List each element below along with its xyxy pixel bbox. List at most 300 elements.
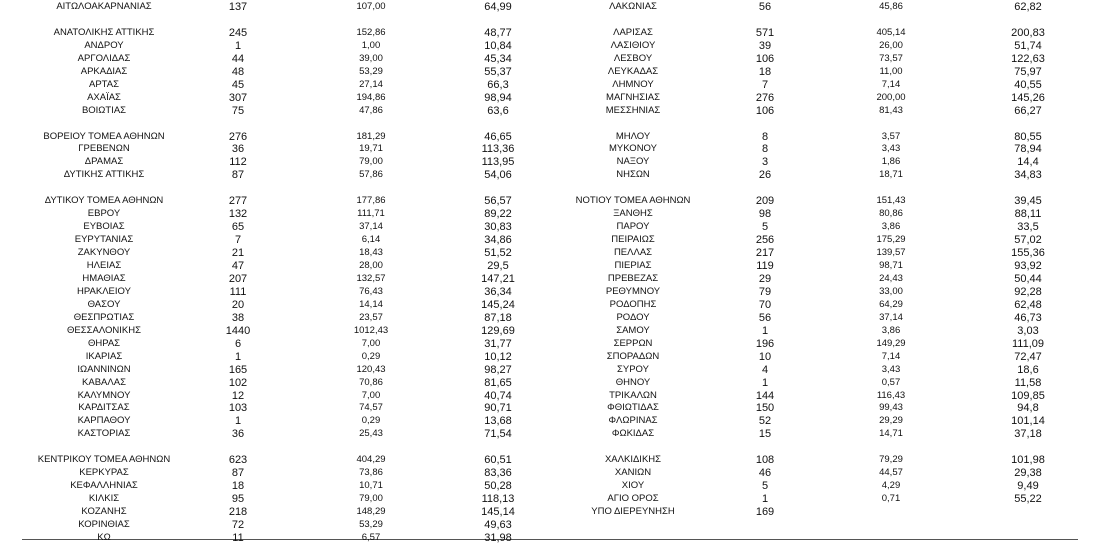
count-cell: 72 [231, 519, 245, 531]
value-cell: 79,00 [359, 156, 383, 168]
count-cell: 119 [756, 260, 774, 272]
rate-cell: 39,45 [1014, 195, 1042, 208]
rate-cell: 3,03 [1017, 324, 1039, 337]
table-row [0, 299, 1100, 311]
count-cell: 165 [228, 363, 248, 376]
value-cell: 24,43 [879, 272, 903, 284]
value-cell: 177,86 [356, 195, 386, 207]
rate-cell: 51,74 [1014, 39, 1042, 52]
table-row [0, 260, 1100, 272]
count-cell: 45 [231, 78, 245, 91]
value-cell: 73,57 [879, 52, 903, 64]
region-name-cell: ΤΡΙΚΑΛΩΝ [609, 389, 657, 401]
rate-cell: 145,14 [481, 506, 515, 519]
table-row [0, 273, 1100, 285]
value-cell: 152,86 [356, 26, 386, 38]
value-cell: 111,71 [357, 208, 385, 220]
rate-cell: 94,8 [1017, 402, 1039, 415]
rate-cell: 64,99 [484, 1, 512, 13]
count-cell: 98 [758, 208, 772, 221]
region-name-cell: ΧΙΟΥ [621, 480, 645, 492]
rate-cell: 98,27 [484, 363, 512, 376]
rate-cell: 48,77 [484, 26, 512, 39]
count-cell: 21 [231, 247, 245, 260]
region-name-cell: ΚΑΡΠΑΘΟΥ [77, 415, 131, 427]
table-row [0, 169, 1100, 181]
region-name-cell: ΚΩ [97, 531, 111, 543]
region-name-cell: ΗΜΑΘΙΑΣ [82, 272, 126, 284]
region-name-cell: ΡΟΔΟΠΗΣ [609, 298, 657, 310]
rate-cell: 29,5 [487, 260, 509, 272]
table-row [0, 1, 1100, 13]
table-row [0, 131, 1100, 143]
count-cell: 106 [755, 52, 775, 65]
region-name-cell: ΞΑΝΘΗΣ [613, 208, 653, 220]
region-name-cell: ΚΑΡΔΙΤΣΑΣ [78, 402, 130, 414]
rate-cell: 92,28 [1014, 285, 1042, 298]
rate-cell: 81,65 [484, 376, 512, 389]
count-cell: 12 [231, 389, 245, 402]
count-cell: 218 [228, 506, 248, 519]
value-cell: 4,29 [881, 480, 901, 492]
region-name-cell: ΜΑΓΝΗΣΙΑΣ [606, 91, 660, 103]
region-name-cell: ΙΚΑΡΙΑΣ [85, 350, 123, 362]
value-cell: 70,86 [359, 376, 383, 388]
region-name-cell: ΚΕΦΑΛΛΗΝΙΑΣ [70, 480, 138, 492]
value-cell: 26,00 [879, 39, 903, 51]
region-name-cell: ΜΥΚΟΝΟΥ [609, 143, 657, 155]
value-cell: 151,43 [876, 195, 906, 207]
count-cell: 196 [755, 337, 775, 350]
rate-cell: 49,63 [484, 519, 512, 531]
rate-cell: 56,57 [484, 195, 512, 208]
value-cell: 132,57 [356, 272, 386, 284]
value-cell: 120,43 [356, 363, 386, 375]
value-cell: 18,43 [359, 247, 383, 259]
rate-cell: 34,83 [1014, 169, 1042, 182]
count-cell: 11 [232, 531, 244, 544]
region-name-cell: ΚΟΖΑΝΗΣ [81, 506, 127, 518]
rate-cell: 63,6 [487, 104, 509, 117]
count-cell: 18 [231, 480, 245, 493]
count-cell: 46 [758, 467, 772, 480]
table-row [0, 364, 1100, 376]
count-cell: 87 [231, 467, 245, 480]
count-cell: 65 [231, 221, 245, 234]
count-cell: 1 [761, 324, 769, 337]
value-cell: 57,86 [359, 169, 383, 181]
table-row [0, 532, 1100, 544]
count-cell: 137 [228, 1, 248, 13]
region-name-cell: ΣΕΡΡΩΝ [613, 337, 653, 349]
value-cell: 44,57 [879, 467, 903, 479]
value-cell: 3,86 [881, 221, 901, 233]
rate-cell: 37,18 [1014, 428, 1042, 441]
value-cell: 99,43 [879, 402, 903, 414]
region-name-cell: ΘΗΝΟΥ [615, 376, 651, 388]
rate-cell: 72,47 [1014, 350, 1042, 363]
table-row [0, 208, 1100, 220]
table-row [0, 325, 1100, 337]
value-cell: 1,00 [361, 39, 381, 51]
count-cell: 1 [761, 493, 769, 506]
table-row [0, 195, 1100, 207]
value-cell: 3,57 [881, 130, 901, 142]
count-cell: 169 [755, 506, 775, 519]
count-cell: 1 [234, 350, 242, 363]
count-cell: 26 [758, 169, 772, 182]
value-cell: 116,43 [876, 389, 906, 401]
count-cell: 47 [231, 260, 245, 272]
count-cell: 56 [758, 1, 772, 13]
rate-cell: 147,21 [481, 272, 515, 285]
table-row [0, 506, 1100, 518]
region-name-cell: ΑΝΔΡΟΥ [84, 39, 124, 51]
count-cell: 132 [228, 208, 248, 221]
count-cell: 112 [229, 156, 247, 169]
count-cell: 70 [758, 298, 772, 311]
count-cell: 18 [758, 65, 772, 78]
rate-cell: 31,77 [484, 337, 512, 350]
rate-cell: 13,68 [484, 415, 512, 428]
count-cell: 106 [755, 104, 775, 117]
count-cell: 277 [228, 195, 248, 208]
count-cell: 5 [761, 221, 769, 234]
region-name-cell: ΧΑΛΚΙΔΙΚΗΣ [604, 454, 662, 466]
rate-cell: 60,51 [484, 454, 512, 467]
region-name-cell: ΣΠΟΡΑΔΩΝ [606, 350, 660, 362]
rate-cell: 113,95 [481, 156, 515, 169]
region-name-cell: ΛΗΜΝΟΥ [612, 78, 654, 90]
region-name-cell: ΧΑΝΙΩΝ [614, 467, 652, 479]
rate-cell: 101,98 [1011, 454, 1045, 467]
table-row [0, 377, 1100, 389]
count-cell: 1440 [225, 324, 251, 337]
region-name-cell: ΑΙΤΩΛΟΑΚΑΡΝΑΝΙΑΣ [56, 1, 152, 12]
rate-cell: 33,5 [1017, 221, 1039, 234]
value-cell: 7,00 [361, 337, 381, 349]
count-cell: 217 [755, 247, 775, 260]
rate-cell: 155,36 [1011, 247, 1045, 260]
rate-cell: 78,94 [1014, 143, 1042, 156]
region-name-cell: ΚΕΡΚΥΡΑΣ [79, 467, 129, 479]
count-cell: 150 [755, 402, 775, 415]
value-cell: 47,86 [359, 104, 383, 116]
rate-cell: 31,98 [484, 531, 512, 544]
count-cell: 108 [755, 454, 775, 467]
count-cell: 307 [228, 91, 248, 104]
count-cell: 52 [758, 415, 772, 428]
rate-cell: 55,37 [484, 65, 512, 78]
region-name-cell: ΒΟΡΕΙΟΥ ΤΟΜΕΑ ΑΘΗΝΩΝ [43, 130, 165, 142]
count-cell: 8 [761, 143, 769, 156]
count-cell: 38 [231, 311, 245, 324]
value-cell: 10,71 [359, 480, 383, 492]
value-cell: 53,29 [359, 519, 383, 530]
count-cell: 571 [755, 26, 775, 39]
region-name-cell: ΚΑΛΥΜΝΟΥ [77, 389, 131, 401]
rate-cell: 34,86 [484, 234, 512, 247]
count-cell: 87 [231, 169, 245, 182]
count-cell: 4 [761, 363, 769, 376]
value-cell: 27,14 [359, 78, 383, 90]
count-cell: 102 [228, 376, 248, 389]
region-name-cell: ΦΛΩΡΙΝΑΣ [608, 415, 658, 427]
value-cell: 3,43 [881, 143, 901, 155]
count-cell: 7 [234, 234, 242, 247]
rate-cell: 90,71 [484, 402, 512, 415]
value-cell: 39,00 [359, 52, 383, 64]
rate-cell: 113,36 [481, 143, 515, 156]
rate-cell: 40,74 [484, 389, 512, 402]
region-name-cell: ΘΕΣΠΡΩΤΙΑΣ [73, 311, 135, 323]
region-name-cell: ΣΥΡΟΥ [617, 363, 649, 375]
region-name-cell: ΑΝΑΤΟΛΙΚΗΣ ΑΤΤΙΚΗΣ [53, 26, 155, 38]
count-cell: 111 [229, 285, 247, 298]
region-name-cell: ΖΑΚΥΝΘΟΥ [77, 247, 131, 259]
count-cell: 5 [761, 480, 769, 493]
region-name-cell: ΑΡΓΟΛΙΔΑΣ [77, 52, 131, 64]
region-name-cell: ΠΙΕΡΙΑΣ [614, 260, 652, 271]
value-cell: 14,71 [879, 428, 903, 440]
value-cell: 194,86 [356, 91, 386, 103]
rate-cell: 145,26 [1011, 91, 1045, 104]
region-name-cell: ΓΡΕΒΕΝΩΝ [78, 143, 130, 155]
value-cell: 0,71 [881, 493, 901, 505]
count-cell: 276 [755, 91, 775, 104]
value-cell: 0,57 [881, 376, 901, 388]
table-row [0, 454, 1100, 466]
value-cell: 81,43 [879, 104, 903, 116]
count-cell: 75 [231, 104, 245, 117]
table-row [0, 27, 1100, 39]
region-name-cell: ΚΟΡΙΝΘΙΑΣ [78, 519, 130, 530]
value-cell: 11,00 [879, 65, 903, 77]
rate-cell: 50,44 [1014, 272, 1042, 285]
count-cell: 623 [228, 454, 248, 467]
value-cell: 23,57 [359, 311, 383, 323]
rate-cell: 87,18 [484, 311, 512, 324]
rate-cell: 55,22 [1014, 493, 1042, 506]
value-cell: 0,29 [361, 350, 381, 362]
table-row [0, 415, 1100, 427]
count-cell: 1 [761, 376, 769, 389]
region-name-cell: ΠΕΙΡΑΙΩΣ [611, 234, 655, 246]
value-cell: 19,71 [359, 143, 383, 155]
region-name-cell: ΘΑΣΟΥ [87, 298, 121, 310]
value-cell: 6,57 [361, 531, 381, 543]
rate-cell: 62,48 [1014, 298, 1042, 311]
count-cell: 207 [228, 272, 248, 285]
region-name-cell: ΥΠΟ ΔΙΕΡΕΥΝΗΣΗ [591, 506, 675, 518]
table-row [0, 40, 1100, 52]
value-cell: 37,14 [359, 221, 383, 233]
value-cell: 148,29 [356, 506, 386, 518]
region-name-cell: ΝΑΞΟΥ [616, 156, 650, 168]
value-cell: 200,00 [876, 91, 906, 103]
value-cell: 29,29 [879, 415, 903, 427]
value-cell: 80,86 [879, 208, 903, 220]
count-cell: 39 [758, 39, 772, 52]
value-cell: 3,43 [881, 363, 901, 375]
region-name-cell: ΚΕΝΤΡΙΚΟΥ ΤΟΜΕΑ ΑΘΗΝΩΝ [37, 454, 171, 466]
value-cell: 37,14 [879, 311, 903, 323]
table-row [0, 390, 1100, 402]
rate-cell: 118,13 [481, 493, 515, 506]
value-cell: 25,43 [359, 428, 383, 440]
region-name-cell: ΑΓΙΟ ΟΡΟΣ [607, 493, 659, 505]
count-cell: 56 [758, 311, 772, 324]
value-cell: 7,00 [361, 389, 381, 401]
region-name-cell: ΝΗΣΩΝ [616, 169, 650, 181]
value-cell: 0,29 [361, 415, 381, 427]
rate-cell: 11,58 [1014, 376, 1042, 389]
value-cell: 149,29 [876, 337, 906, 349]
table-row [0, 221, 1100, 233]
region-name-cell: ΚΑΣΤΟΡΙΑΣ [77, 428, 131, 440]
rate-cell: 66,3 [487, 78, 509, 91]
region-name-cell: ΔΡΑΜΑΣ [84, 156, 124, 168]
region-name-cell: ΚΑΒΑΛΑΣ [82, 376, 126, 388]
table-row [0, 234, 1100, 246]
table-row [0, 467, 1100, 479]
region-name-cell: ΠΑΡΟΥ [616, 221, 650, 233]
value-cell: 33,00 [879, 285, 903, 297]
region-name-cell: ΑΡΚΑΔΙΑΣ [80, 65, 128, 77]
table-row [0, 480, 1100, 492]
rate-cell: 57,02 [1014, 234, 1042, 247]
table-row [0, 247, 1100, 259]
rate-cell: 45,34 [484, 52, 512, 65]
region-name-cell: ΛΕΣΒΟΥ [613, 52, 653, 64]
table-row [0, 105, 1100, 117]
count-cell: 44 [231, 52, 245, 65]
region-name-cell: ΛΑΡΙΣΑΣ [613, 26, 653, 38]
value-cell: 79,00 [359, 493, 383, 505]
rate-cell: 109,85 [1011, 389, 1045, 402]
value-cell: 45,86 [879, 1, 903, 12]
count-cell: 48 [231, 65, 245, 78]
rate-cell: 51,52 [484, 247, 512, 260]
count-cell: 245 [228, 26, 248, 39]
table-row [0, 143, 1100, 155]
table-row [0, 53, 1100, 65]
value-cell: 14,14 [359, 298, 383, 310]
value-cell: 6,14 [361, 234, 381, 246]
rate-cell: 46,65 [484, 130, 512, 143]
region-name-cell: ΠΕΛΛΑΣ [613, 247, 653, 259]
count-cell: 7 [761, 78, 769, 91]
count-cell: 6 [234, 337, 242, 350]
rate-cell: 200,83 [1011, 26, 1045, 39]
rate-cell: 18,6 [1017, 363, 1039, 376]
table-row [0, 493, 1100, 505]
value-cell: 98,71 [879, 260, 903, 271]
region-name-cell: ΘΗΡΑΣ [87, 337, 121, 349]
table-row [0, 312, 1100, 324]
count-cell: 10 [758, 350, 772, 363]
rate-cell: 98,94 [484, 91, 512, 104]
rate-cell: 122,63 [1011, 52, 1045, 65]
rate-cell: 30,83 [484, 221, 512, 234]
table-row [0, 66, 1100, 78]
count-cell: 29 [758, 272, 772, 285]
table-row [0, 519, 1100, 531]
count-cell: 36 [231, 143, 245, 156]
value-cell: 28,00 [359, 260, 383, 271]
region-name-cell: ΛΕΥΚΑΔΑΣ [607, 65, 659, 77]
region-name-cell: ΚΙΛΚΙΣ [88, 493, 120, 505]
value-cell: 7,14 [881, 350, 901, 362]
region-name-cell: ΕΥΡΥΤΑΝΙΑΣ [74, 234, 134, 246]
value-cell: 79,29 [879, 454, 903, 466]
rate-cell: 9,49 [1017, 480, 1039, 493]
rate-cell: 83,36 [484, 467, 512, 480]
region-name-cell: ΕΒΡΟΥ [87, 208, 121, 220]
rate-cell: 10,12 [484, 350, 512, 363]
rate-cell: 10,84 [484, 39, 512, 52]
region-name-cell: ΔΥΤΙΚΟΥ ΤΟΜΕΑ ΑΘΗΝΩΝ [44, 195, 164, 207]
count-cell: 95 [231, 493, 245, 506]
region-name-cell: ΑΡΤΑΣ [89, 78, 119, 90]
table-row [0, 402, 1100, 414]
table-row [0, 156, 1100, 168]
value-cell: 1,86 [881, 156, 901, 168]
region-name-cell: ΠΡΕΒΕΖΑΣ [607, 272, 659, 284]
rate-cell: 89,22 [484, 208, 512, 221]
count-cell: 1 [234, 39, 242, 52]
rate-cell: 40,55 [1014, 78, 1042, 91]
count-cell: 144 [755, 389, 775, 402]
table-row [0, 351, 1100, 363]
rate-cell: 62,82 [1014, 1, 1042, 13]
region-name-cell: ΕΥΒΟΙΑΣ [83, 221, 125, 233]
value-cell: 404,29 [356, 454, 386, 466]
rate-cell: 14,4 [1017, 156, 1039, 169]
rate-cell: 93,92 [1014, 260, 1042, 272]
count-cell: 1 [234, 415, 242, 428]
rate-cell: 88,11 [1014, 208, 1042, 221]
value-cell: 18,71 [879, 169, 903, 181]
value-cell: 139,57 [876, 247, 906, 259]
count-cell: 103 [228, 402, 248, 415]
count-cell: 20 [231, 298, 245, 311]
region-name-cell: ΜΗΛΟΥ [615, 130, 651, 142]
region-name-cell: ΣΑΜΟΥ [616, 324, 650, 336]
count-cell: 8 [761, 130, 769, 143]
count-cell: 15 [758, 428, 772, 441]
rate-cell: 111,09 [1011, 337, 1045, 350]
rate-cell: 101,14 [1011, 415, 1045, 428]
rate-cell: 129,69 [481, 324, 515, 337]
region-name-cell: ΑΧΑΪΑΣ [87, 91, 121, 103]
value-cell: 53,29 [359, 65, 383, 77]
rate-cell: 46,73 [1014, 311, 1042, 324]
region-name-cell: ΒΟΙΩΤΙΑΣ [81, 104, 127, 116]
region-name-cell: ΛΑΚΩΝΙΑΣ [609, 1, 657, 12]
value-cell: 7,14 [881, 78, 901, 90]
rate-cell: 145,24 [481, 298, 515, 311]
value-cell: 76,43 [359, 285, 383, 297]
region-name-cell: ΛΑΣΙΘΙΟΥ [610, 39, 656, 51]
region-name-cell: ΗΡΑΚΛΕΙΟΥ [77, 285, 131, 297]
region-name-cell: ΡΟΔΟΥ [616, 311, 650, 323]
rate-cell: 75,97 [1014, 65, 1042, 78]
table-row [0, 286, 1100, 298]
region-name-cell: ΦΘΙΩΤΙΔΑΣ [607, 402, 659, 414]
rate-cell: 71,54 [484, 428, 512, 441]
count-cell: 3 [761, 156, 769, 169]
